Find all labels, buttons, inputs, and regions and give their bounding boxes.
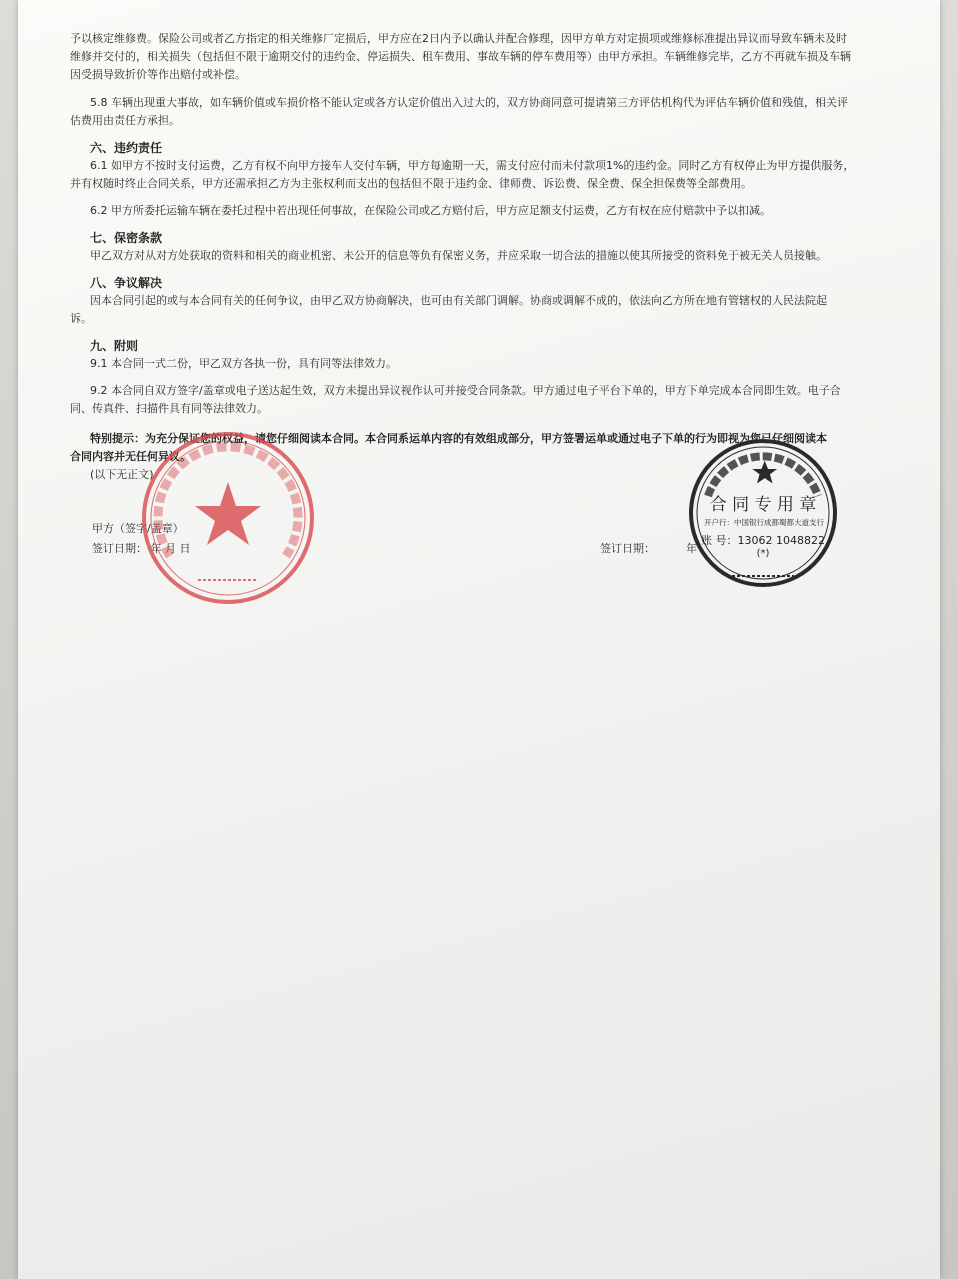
end-of-text-mark: (以下无正文) [90, 468, 154, 481]
section-9-title: 九、附则 [90, 339, 139, 353]
clause-5-7-line-2: 维修并交付的，相关损失（包括但不限于逾期交付的违约金、停运损失、租车费用、事故车辆的停车费用等）由甲方承担。车辆维修完毕，乙方不再就车损及车辆 [70, 50, 851, 63]
clause-9-2-line-1: 9.2 本合同自双方签字/盖章或电子送达起生效，双方未提出异议视作认可并接受合同条款。甲方通过电子平台下单的，甲方下单完成本合同即生效。电子合 [90, 384, 841, 397]
clause-8-line-2: 诉。 [70, 312, 92, 325]
clause-6-1-line-2: 并有权随时终止合同关系，甲方还需承担乙方为主张权利而支出的包括但不限于违约金、律师费、诉讼费、保全费、保全担保费等全部费用。 [70, 177, 752, 190]
clause-5-7-line-3: 因受损导致折价等作出赔付或补偿。 [70, 68, 246, 81]
party-a-sign-date: 签订日期： 年 月 日 [92, 542, 191, 555]
clause-5-7-line-1: 予以核定维修费。保险公司或者乙方指定的相关维修厂定损后，甲方应在2日内予以确认并配合修理，因甲方单方对定损项或维修标准提出异议而导致车辆未及时 [70, 32, 847, 45]
section-6-title: 六、违约责任 [90, 141, 163, 155]
clause-8-line-1: 因本合同引起的或与本合同有关的任何争议，由甲乙双方协商解决，也可由有关部门调解。协商或调解不成的，依法向乙方所在地有管辖权的人民法院起 [90, 294, 827, 307]
contract-seal-account: 账 号：13062 1048822 [701, 534, 825, 547]
party-b-sign-date-label: 签订日期： [600, 542, 655, 555]
clause-6-2: 6.2 甲方所委托运输车辆在委托过程中若出现任何事故，在保险公司或乙方赔付后，甲方应足额支付运费，乙方有权在应付赔款中予以扣减。 [90, 204, 771, 217]
clause-9-2-line-2: 同、传真件、扫描件具有同等法律效力。 [70, 402, 268, 415]
party-b-sign-date-year: 年 [686, 542, 697, 555]
special-notice-line-1: 特别提示：为充分保证您的权益，请您仔细阅读本合同。本合同系运单内容的有效组成部分，甲方签署运单或通过电子下单的行为即视为您已仔细阅读本 [90, 432, 827, 445]
contract-body [70, 30, 898, 484]
clause-6-1-line-1: 6.1 如甲方不按时支付运费，乙方有权不向甲方接车人交付车辆，甲方每逾期一天，需支付应付而未付款项1%的违约金。同时乙方有权停止为甲方提供服务， [90, 159, 855, 172]
party-a-company-seal [140, 430, 316, 606]
special-notice-line-2: 合同内容并无任何异议。 [70, 450, 191, 463]
clause-5-8-line-2: 估费用由责任方承担。 [70, 114, 180, 127]
clause-5-8-line-1: 5.8 车辆出现重大事故，如车辆价值或车损价格不能认定或各方认定价值出入过大的，双方协商同意可提请第三方评估机构代为评估车辆价值和残值，相关评 [90, 96, 848, 109]
party-b-contract-seal [688, 438, 838, 588]
party-a-signature-label: 甲方（签字/盖章） [92, 522, 184, 535]
contract-seal-title: 合 同 专 用 章 [709, 495, 817, 515]
section-7-title: 七、保密条款 [90, 231, 163, 245]
contract-seal-bank: 开户行：中国银行成都蜀都大道支行 [704, 518, 824, 527]
clause-7: 甲乙双方对从对方处获取的资料和相关的商业机密、未公开的信息等负有保密义务，并应采取一切合法的措施以使其所接受的资料免于被无关人员接触。 [90, 249, 827, 262]
clause-9-1: 9.1 本合同一式二份，甲乙双方各执一份，具有同等法律效力。 [90, 357, 397, 370]
contract-seal-mark: (*) [756, 548, 770, 559]
section-8-title: 八、争议解决 [90, 276, 163, 290]
